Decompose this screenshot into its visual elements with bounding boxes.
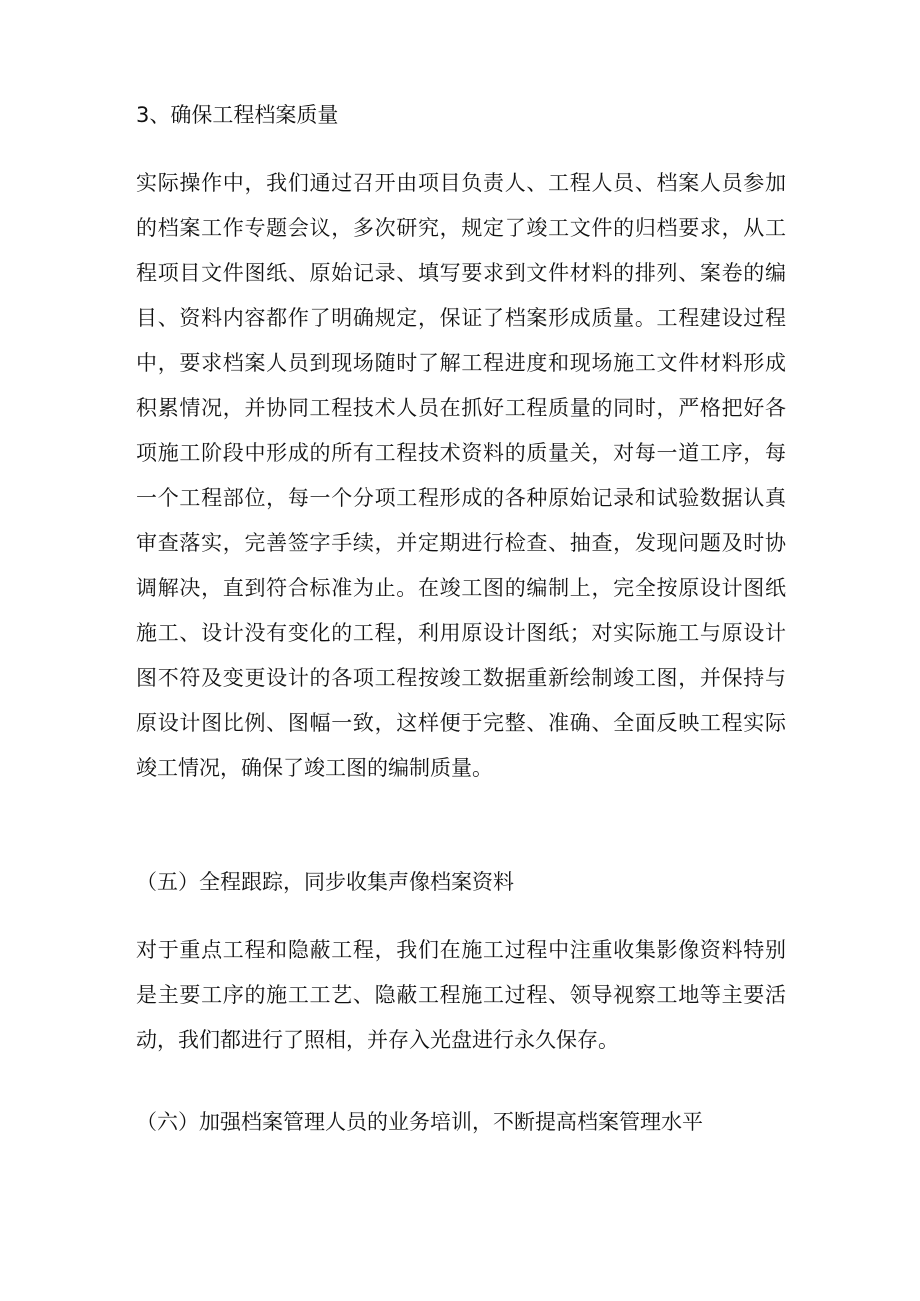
paragraph-line: 一个工程部位，每一个分项工程形成的各种原始记录和试验数据认真: [136, 486, 786, 510]
paragraph-line: 审查落实，完善签字手续，并定期进行检查、抽查，发现问题及时协: [136, 531, 786, 555]
paragraph-line: 的档案工作专题会议，多次研究，规定了竣工文件的归档要求，从工: [136, 216, 786, 240]
paragraph-line: 目、资料内容都作了明确规定，保证了档案形成质量。工程建设过程: [136, 306, 786, 330]
paragraph-line: 竣工情况，确保了竣工图的编制质量。: [136, 756, 493, 780]
section-heading-training: （六）加强档案管理人员的业务培训，不断提高档案管理水平: [136, 1110, 703, 1134]
paragraph-line: 调解决，直到符合标准为止。在竣工图的编制上，完全按原设计图纸: [136, 576, 786, 600]
paragraph-line: 程项目文件图纸、原始记录、填写要求到文件材料的排列、案卷的编: [136, 261, 786, 285]
section-heading-audio-visual: （五）全程跟踪，同步收集声像档案资料: [136, 870, 514, 894]
paragraph-line: 积累情况，并协同工程技术人员在抓好工程质量的同时，严格把好各: [136, 396, 786, 420]
paragraph-line: 项施工阶段中形成的所有工程技术资料的质量关，对每一道工序，每: [136, 441, 786, 465]
paragraph-line: 中，要求档案人员到现场随时了解工程进度和现场施工文件材料形成: [136, 351, 786, 375]
paragraph-quality-control: [136, 161, 786, 791]
section-heading-ensure-quality: 3、确保工程档案质量: [136, 103, 339, 127]
paragraph-line: 原设计图比例、图幅一致，这样便于完整、准确、全面反映工程实际: [136, 711, 786, 735]
paragraph-line: 动，我们都进行了照相，并存入光盘进行永久保存。: [136, 1028, 619, 1052]
paragraph-line: 对于重点工程和隐蔽工程，我们在施工过程中注重收集影像资料特别: [136, 938, 786, 962]
paragraph-line: 实际操作中，我们通过召开由项目负责人、工程人员、档案人员参加: [136, 171, 786, 195]
paragraph-line: 是主要工序的施工工艺、隐蔽工程施工过程、领导视察工地等主要活: [136, 983, 786, 1007]
paragraph-line: 施工、设计没有变化的工程，利用原设计图纸；对实际施工与原设计: [136, 621, 786, 645]
paragraph-line: 图不符及变更设计的各项工程按竣工数据重新绘制竣工图，并保持与: [136, 666, 786, 690]
paragraph-audio-visual: [136, 928, 786, 1063]
